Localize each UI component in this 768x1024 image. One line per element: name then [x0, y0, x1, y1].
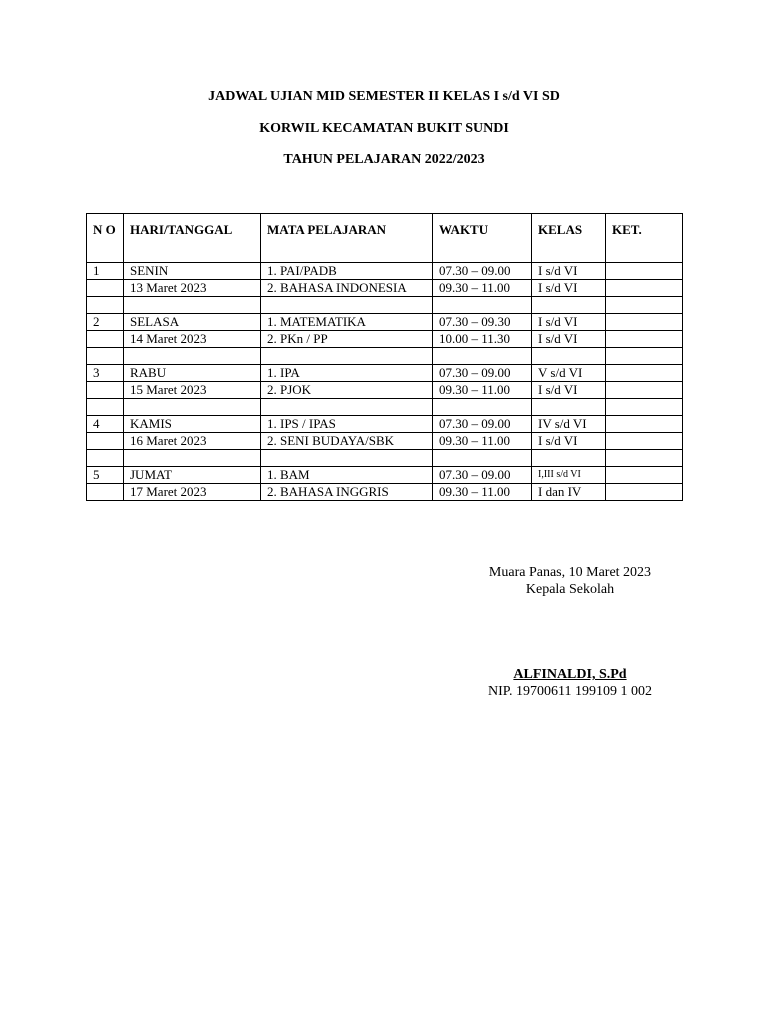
spacer-cell [532, 348, 606, 365]
class-cell: I,III s/d VI [532, 467, 606, 484]
spacer-cell [433, 348, 532, 365]
time-cell: 07.30 – 09.00 [433, 416, 532, 433]
note-cell [606, 433, 683, 450]
spacer-cell [606, 399, 683, 416]
subject-cell: 1. PAI/PADB [261, 263, 433, 280]
row-number-empty [87, 280, 124, 297]
table-row [87, 484, 683, 501]
exam-date: 17 Maret 2023 [124, 484, 261, 501]
time-cell: 09.30 – 11.00 [433, 382, 532, 399]
table-row [87, 280, 683, 297]
spacer-cell [532, 399, 606, 416]
exam-date: 16 Maret 2023 [124, 433, 261, 450]
subject-cell: 2. PKn / PP [261, 331, 433, 348]
spacer-row [87, 348, 683, 365]
subject-cell: 1. IPS / IPAS [261, 416, 433, 433]
header-class: KELAS [532, 214, 606, 263]
table-row [87, 263, 683, 280]
row-number: 4 [87, 416, 124, 433]
spacer-cell [433, 450, 532, 467]
row-number-empty [87, 433, 124, 450]
time-cell: 10.00 – 11.30 [433, 331, 532, 348]
class-cell: IV s/d VI [532, 416, 606, 433]
class-cell: I s/d VI [532, 314, 606, 331]
header-note: KET. [606, 214, 683, 263]
subject-cell: 2. SENI BUDAYA/SBK [261, 433, 433, 450]
table-row [87, 467, 683, 484]
day-name: SENIN [124, 263, 261, 280]
row-number-empty [87, 382, 124, 399]
table-row [87, 314, 683, 331]
table-row [87, 382, 683, 399]
day-name: RABU [124, 365, 261, 382]
header-no: N O [87, 214, 124, 263]
spacer-row [87, 450, 683, 467]
time-cell: 09.30 – 11.00 [433, 433, 532, 450]
signature-place-date: Muara Panas, 10 Maret 2023 [488, 565, 652, 580]
row-number-empty [87, 484, 124, 501]
spacer-cell [87, 297, 124, 314]
note-cell [606, 382, 683, 399]
note-cell [606, 484, 683, 501]
note-cell [606, 263, 683, 280]
time-cell: 09.30 – 11.00 [433, 280, 532, 297]
table-row [87, 433, 683, 450]
exam-date: 13 Maret 2023 [124, 280, 261, 297]
row-number: 1 [87, 263, 124, 280]
spacer-cell [261, 297, 433, 314]
signature-name: ALFINALDI, S.Pd [513, 667, 627, 682]
spacer-cell [261, 450, 433, 467]
spacer-cell [87, 399, 124, 416]
header-subject: MATA PELAJARAN [261, 214, 433, 263]
spacer-cell [124, 348, 261, 365]
spacer-cell [532, 297, 606, 314]
row-number: 3 [87, 365, 124, 382]
spacer-cell [124, 399, 261, 416]
class-cell: I s/d VI [532, 280, 606, 297]
class-cell: I dan IV [532, 484, 606, 501]
spacer-cell [124, 450, 261, 467]
class-cell: I s/d VI [532, 263, 606, 280]
note-cell [606, 331, 683, 348]
spacer-cell [532, 450, 606, 467]
spacer-cell [433, 399, 532, 416]
spacer-cell [433, 297, 532, 314]
table-row [87, 365, 683, 382]
signature-nip: NIP. 19700611 199109 1 002 [488, 684, 652, 699]
time-cell: 07.30 – 09.00 [433, 365, 532, 382]
class-cell: I s/d VI [532, 433, 606, 450]
time-cell: 09.30 – 11.00 [433, 484, 532, 501]
header-day-date: HARI/TANGGAL [124, 214, 261, 263]
day-name: SELASA [124, 314, 261, 331]
subject-cell: 2. BAHASA INDONESIA [261, 280, 433, 297]
row-number: 2 [87, 314, 124, 331]
subject-cell: 1. MATEMATIKA [261, 314, 433, 331]
subject-cell: 2. PJOK [261, 382, 433, 399]
spacer-cell [606, 348, 683, 365]
row-number-empty [87, 331, 124, 348]
class-cell: I s/d VI [532, 331, 606, 348]
spacer-cell [87, 348, 124, 365]
note-cell [606, 280, 683, 297]
time-cell: 07.30 – 09.00 [433, 467, 532, 484]
class-cell: I s/d VI [532, 382, 606, 399]
exam-schedule-table [86, 213, 683, 501]
subject-cell: 1. IPA [261, 365, 433, 382]
time-cell: 07.30 – 09.00 [433, 263, 532, 280]
row-number: 5 [87, 467, 124, 484]
spacer-cell [261, 399, 433, 416]
spacer-row [87, 399, 683, 416]
exam-date: 14 Maret 2023 [124, 331, 261, 348]
document-subtitle-region: KORWIL KECAMATAN BUKIT SUNDI [259, 121, 509, 136]
table-row [87, 416, 683, 433]
note-cell [606, 416, 683, 433]
day-name: KAMIS [124, 416, 261, 433]
spacer-cell [606, 297, 683, 314]
subject-cell: 2. BAHASA INGGRIS [261, 484, 433, 501]
signature-role: Kepala Sekolah [525, 582, 615, 597]
table-row [87, 331, 683, 348]
note-cell [606, 467, 683, 484]
spacer-row [87, 297, 683, 314]
class-cell: V s/d VI [532, 365, 606, 382]
note-cell [606, 365, 683, 382]
exam-date: 15 Maret 2023 [124, 382, 261, 399]
document-subtitle-year: TAHUN PELAJARAN 2022/2023 [283, 152, 485, 167]
subject-cell: 1. BAM [261, 467, 433, 484]
day-name: JUMAT [124, 467, 261, 484]
spacer-cell [606, 450, 683, 467]
table-header-row [87, 214, 683, 263]
header-time: WAKTU [433, 214, 532, 263]
spacer-cell [87, 450, 124, 467]
note-cell [606, 314, 683, 331]
document-title: JADWAL UJIAN MID SEMESTER II KELAS I s/d VI SD [208, 89, 560, 104]
time-cell: 07.30 – 09.30 [433, 314, 532, 331]
spacer-cell [124, 297, 261, 314]
spacer-cell [261, 348, 433, 365]
